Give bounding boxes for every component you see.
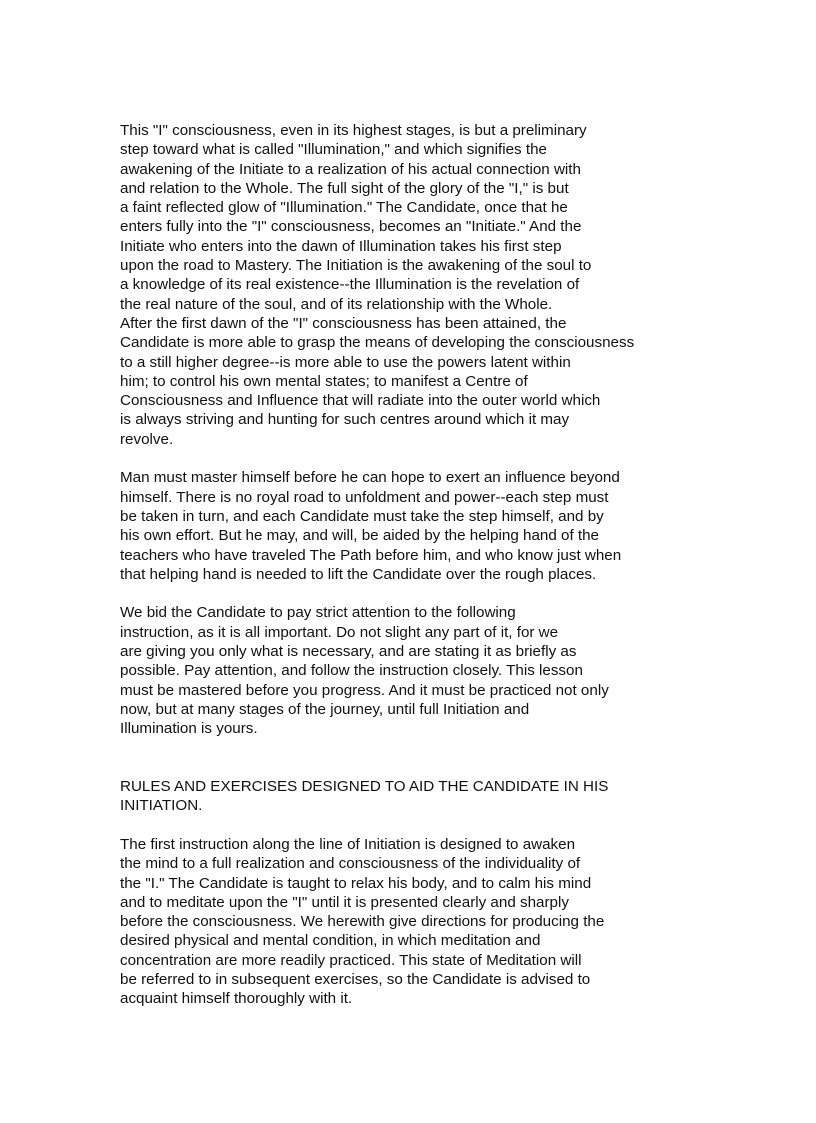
text-line: Illumination is yours. [120,720,258,738]
text-line: himself. There is no royal road to unfoldment and power--each step must [120,488,609,506]
text-line: a knowledge of its real existence--the Illumination is the revelation of [120,276,580,294]
text-line: that helping hand is needed to lift the Candidate over the rough places. [120,565,597,583]
section-heading [120,777,720,816]
text-line: and relation to the Whole. The full sight of the glory of the "I," is but [120,179,569,197]
text-line: upon the road to Mastery. The Initiation is the awakening of the soul to [120,257,592,275]
text-line: Candidate is more able to grasp the means of developing the consciousness [120,334,635,352]
text-body [120,121,720,1009]
text-line: possible. Pay attention, and follow the instruction closely. This lesson [120,662,583,680]
paragraph-gap [120,584,720,603]
text-line: him; to control his own mental states; to manifest a Centre of [120,372,528,390]
paragraph-gap [120,449,720,468]
text-line: enters fully into the "I" consciousness, becomes an "Initiate." And the [120,218,582,236]
text-line: We bid the Candidate to pay strict attention to the following [120,604,516,622]
text-line: before the consciousness. We herewith give directions for producing the [120,913,605,931]
text-line: This "I" consciousness, even in its highest stages, is but a preliminary [120,122,587,139]
paragraph-3 [120,603,720,738]
section-gap [120,739,720,778]
text-line: Consciousness and Influence that will radiate into the outer world which [120,392,601,410]
paragraph-4 [120,835,720,1009]
heading-line: RULES AND EXERCISES DESIGNED TO AID THE CANDIDATE IN HIS [120,778,609,796]
text-line: revolve. [120,430,174,448]
paragraph-2 [120,468,720,584]
text-line: step toward what is called "Illumination," and which signifies the [120,141,547,159]
text-line: teachers who have traveled The Path before him, and who know just when [120,546,622,564]
text-line: The first instruction along the line of Initiation is designed to awaken [120,835,576,853]
text-line: concentration are more readily practiced. This state of Meditation will [120,951,582,969]
text-line: are giving you only what is necessary, and are stating it as briefly as [120,643,577,661]
text-line: is always striving and hunting for such centres around which it may [120,411,570,429]
text-line: acquaint himself thoroughly with it. [120,990,353,1008]
text-line: desired physical and mental condition, in which meditation and [120,932,541,950]
paragraph-gap [120,816,720,835]
text-line: a faint reflected glow of "Illumination." The Candidate, once that he [120,199,568,217]
text-line: awakening of the Initiate to a realization of his actual connection with [120,160,581,178]
text-line: be referred to in subsequent exercises, so the Candidate is advised to [120,971,591,989]
text-line: must be mastered before you progress. And it must be practiced not only [120,681,609,699]
text-line: now, but at many stages of the journey, until full Initiation and [120,700,530,718]
text-line: his own effort. But he may, and will, be aided by the helping hand of the [120,527,599,545]
text-line: the "I." The Candidate is taught to relax his body, and to calm his mind [120,874,592,892]
text-line: instruction, as it is all important. Do not slight any part of it, for we [120,623,559,641]
paragraph-1 [120,121,720,449]
heading-line: INITIATION. [120,797,203,815]
text-line: to a still higher degree--is more able to use the powers latent within [120,353,571,371]
text-line: and to meditate upon the "I" until it is presented clearly and sharply [120,893,569,911]
text-line: the mind to a full realization and consciousness of the individuality of [120,855,581,873]
text-line: Initiate who enters into the dawn of Illumination takes his first step [120,237,562,255]
text-line: Man must master himself before he can hope to exert an influence beyond [120,469,620,487]
text-line: the real nature of the soul, and of its relationship with the Whole. [120,295,553,313]
text-line: be taken in turn, and each Candidate must take the step himself, and by [120,507,604,525]
text-line: After the first dawn of the "I" consciousness has been attained, the [120,314,567,332]
